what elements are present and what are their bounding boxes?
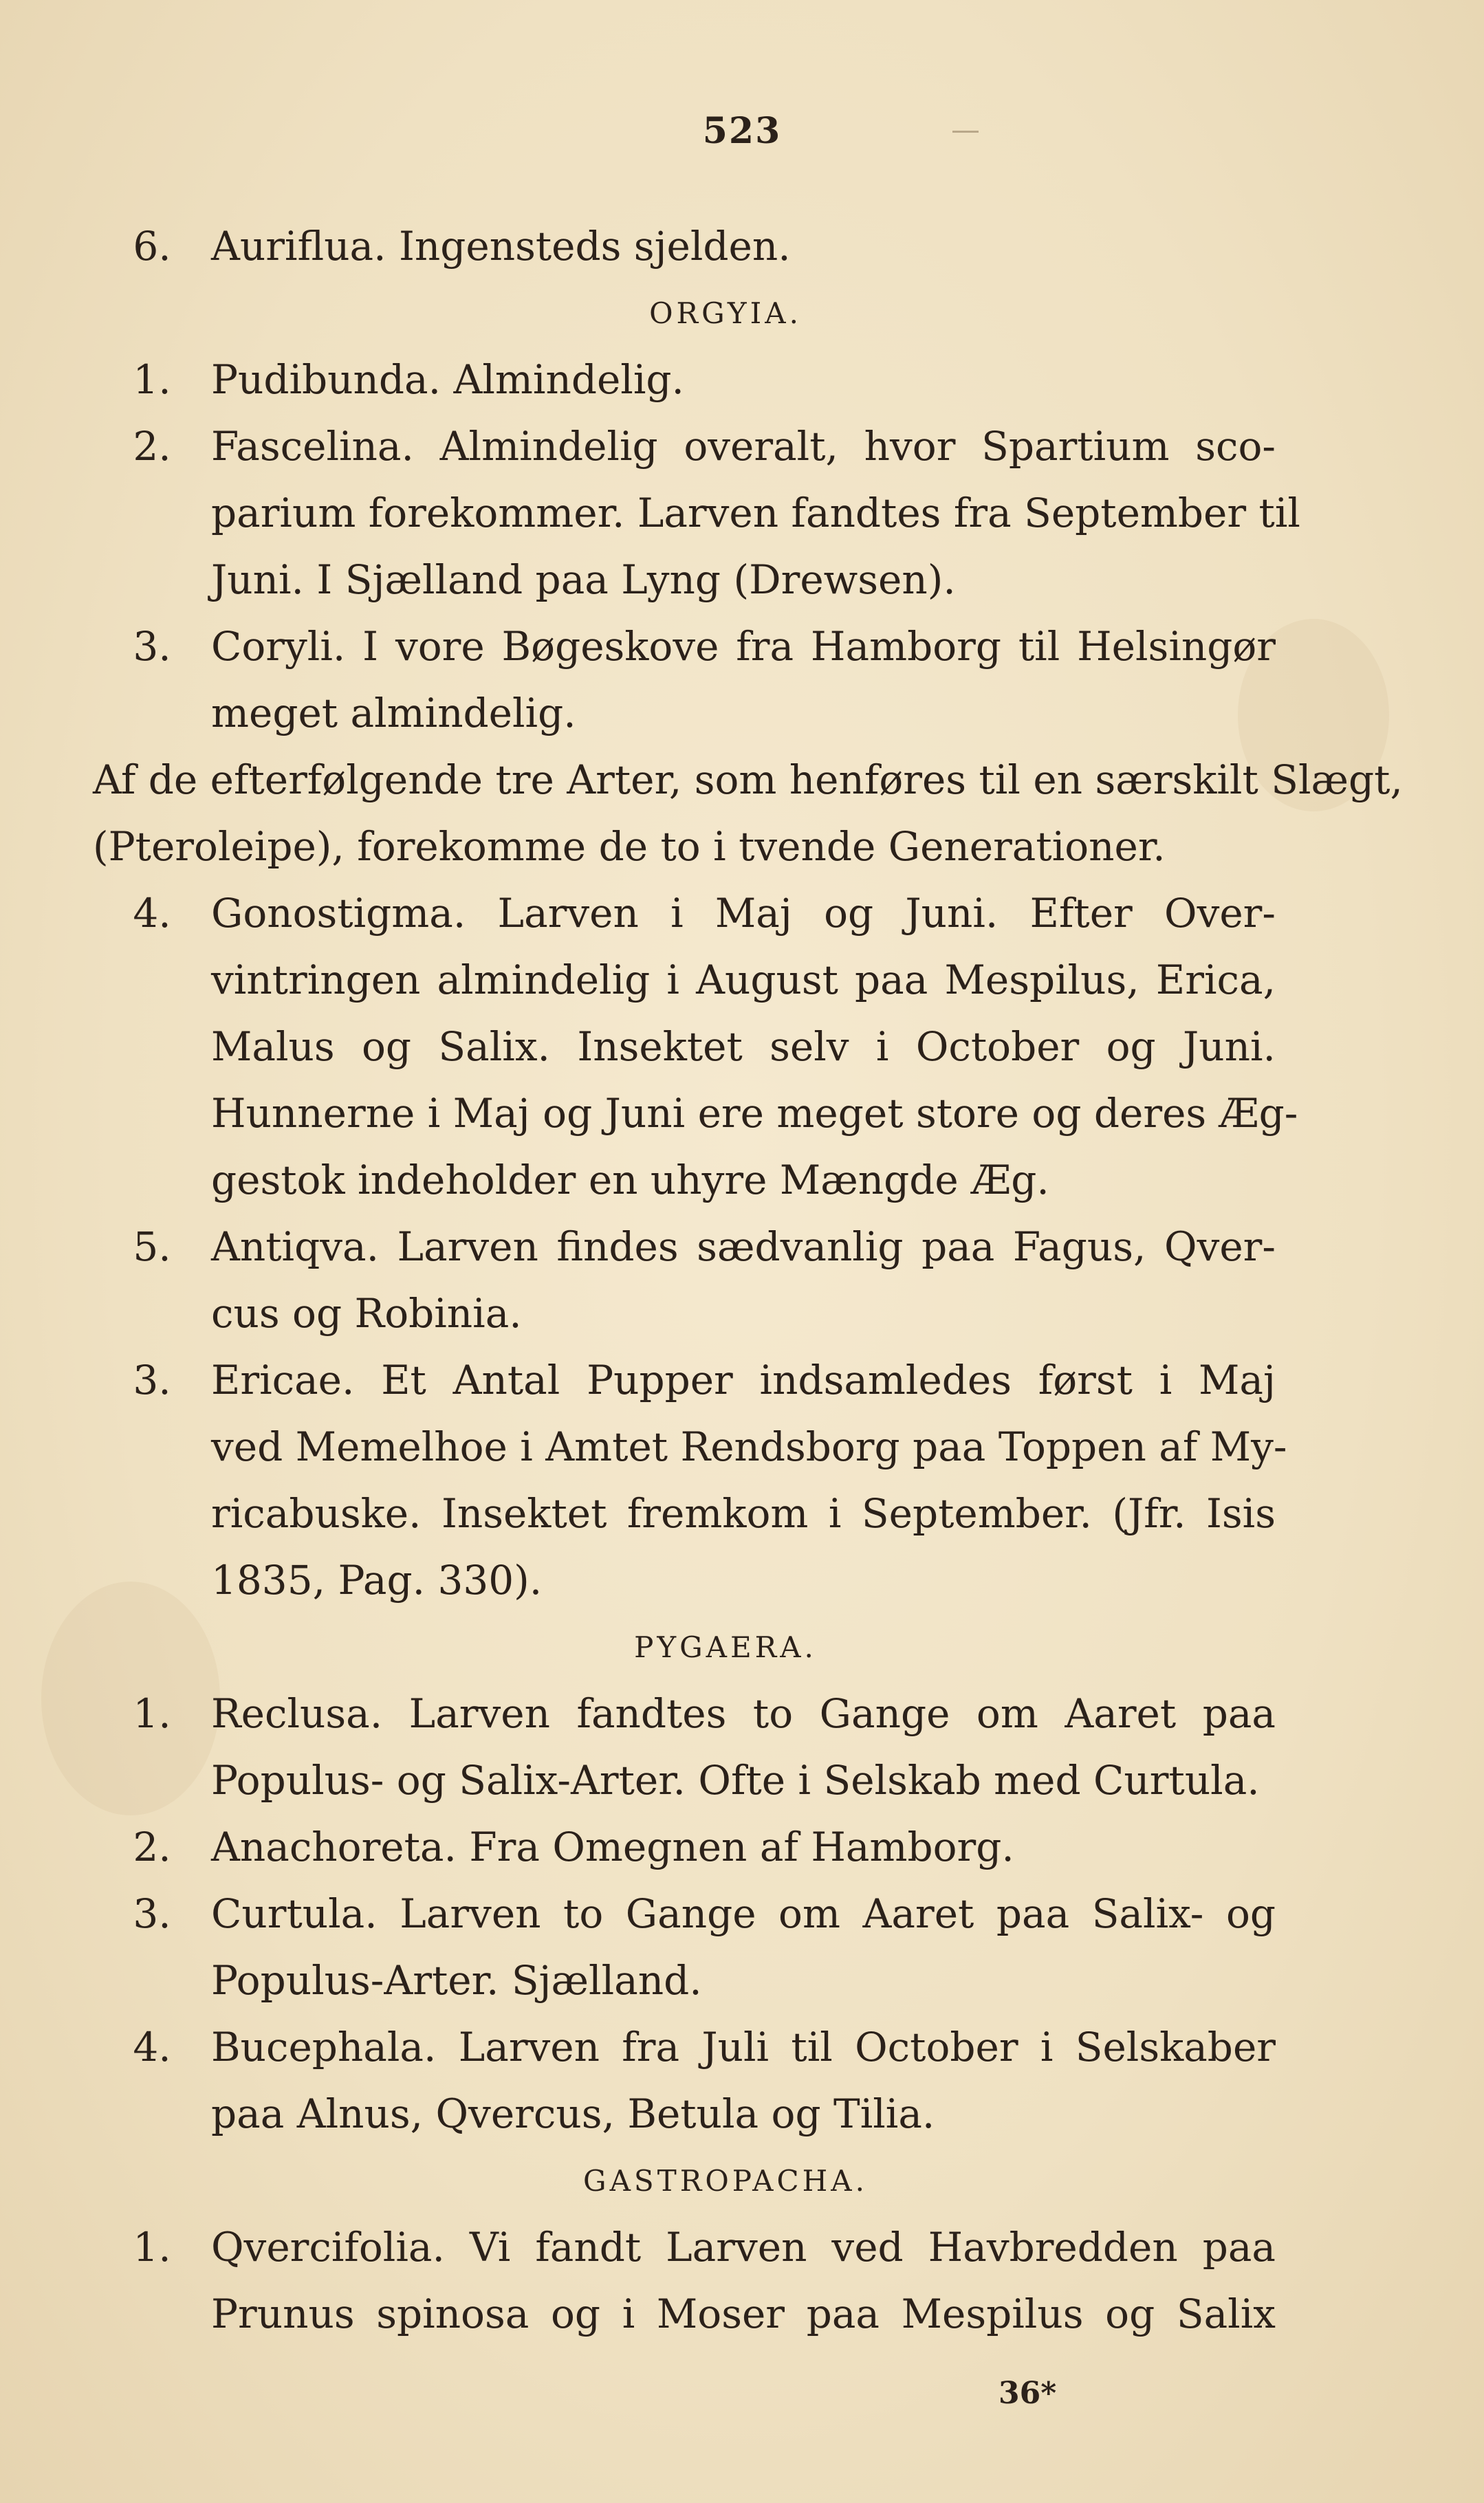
continuation-line: gestok indeholder en uhyre Mængde Æg. [211,1157,1049,1203]
entry-number: 4. [133,2024,171,2070]
entry-number: 6. [133,223,171,270]
numbered-entry [93,613,1276,680]
entry-text: Gonostigma. Larven i Maj og Juni. Efter Over- [211,890,1276,937]
entry-text: Fascelina. Almindelig overalt, hvor Spartium sco- [211,423,1276,470]
numbered-entry [93,880,1276,947]
continuation-line: vintringen almindelig i August paa Mespilus, Erica, [211,957,1276,1003]
numbered-entry [93,1214,1276,1280]
page-number: 523 [702,110,782,152]
numbered-entry [93,1681,1276,1747]
numbered-entry [93,413,1276,480]
continuation-line: Hunnerne i Maj og Juni ere meget store og deres Æg- [211,1090,1298,1137]
continuation-line: paa Alnus, Qvercus, Betula og Tilia. [211,2090,935,2137]
entry-text: Antiqva. Larven findes sædvanlig paa Fagus, Qver- [211,1223,1276,1270]
section-heading: PYGAERA. [634,1630,817,1664]
numbered-entry [93,2014,1276,2081]
continuation-line: Populus- og Salix-Arter. Ofte i Selskab med Curtula. [211,1757,1260,1804]
continuation-line: ved Memelhoe i Amtet Rendsborg paa Toppen af My- [211,1423,1287,1470]
entry-text: Reclusa. Larven fandtes to Gange om Aaret paa [211,1690,1276,1737]
entry-text: Ericae. Et Antal Pupper indsamledes først i Maj [211,1357,1276,1403]
numbered-entry [93,347,1276,413]
section-heading: GASTROPACHA. [583,2164,868,2198]
continuation-line: parium forekommer. Larven fandtes fra September til [211,490,1300,536]
continuation-line: Populus-Arter. Sjælland. [211,1957,702,2004]
entry-number: 3. [133,1890,171,1937]
continuation-line: 1835, Pag. 330). [211,1557,543,1604]
entry-number: 5. [133,1223,171,1270]
continuation-line: Malus og Salix. Insektet selv i October og Juni. [211,1023,1276,1070]
header-dash [952,131,979,133]
numbered-entry [93,2214,1276,2281]
entry-number: 4. [133,890,171,937]
entry-number: 1. [133,356,171,403]
entry-text: Curtula. Larven to Gange om Aaret paa Salix- og [211,1890,1276,1937]
numbered-entry [93,1814,1276,1881]
entry-number: 3. [133,1357,171,1403]
paragraph-line: (Pteroleipe), forekomme de to i tvende Generationer. [93,823,1166,870]
continuation-line: Prunus spinosa og i Moser paa Mespilus og Salix [211,2291,1276,2337]
continuation-line: meget almindelig. [211,690,576,736]
numbered-entry [93,1347,1276,1414]
section-heading: ORGYIA. [649,296,802,330]
entry-text: Bucephala. Larven fra Juli til October i Selskaber [211,2024,1276,2070]
entry-number: 1. [133,1690,171,1737]
numbered-entry [93,213,1276,280]
entry-text: Anachoreta. Fra Omegnen af Hamborg. [211,1824,1014,1870]
paragraph-line: Af de efterfølgende tre Arter, som henføres til en særskilt Slægt, [93,756,1403,803]
entry-number: 3. [133,623,171,670]
entry-number: 2. [133,1824,171,1870]
page-text [93,213,1403,2348]
continuation-line: cus og Robinia. [211,1290,522,1337]
numbered-entry [93,1881,1276,1947]
entry-text: Auriflua. Ingensteds sjelden. [211,223,791,270]
entry-number: 2. [133,423,171,470]
continuation-line: ricabuske. Insektet fremkom i September. (Jfr. Isis [211,1490,1276,1537]
signature-mark: 36* [999,2376,1057,2411]
continuation-line: Juni. I Sjælland paa Lyng (Drewsen). [211,556,956,603]
entry-text: Qvercifolia. Vi fandt Larven ved Havbredden paa [211,2224,1276,2271]
entry-text: Pudibunda. Almindelig. [211,356,684,403]
entry-number: 1. [133,2224,171,2271]
entry-text: Coryli. I vore Bøgeskove fra Hamborg til Helsingør [211,623,1276,670]
